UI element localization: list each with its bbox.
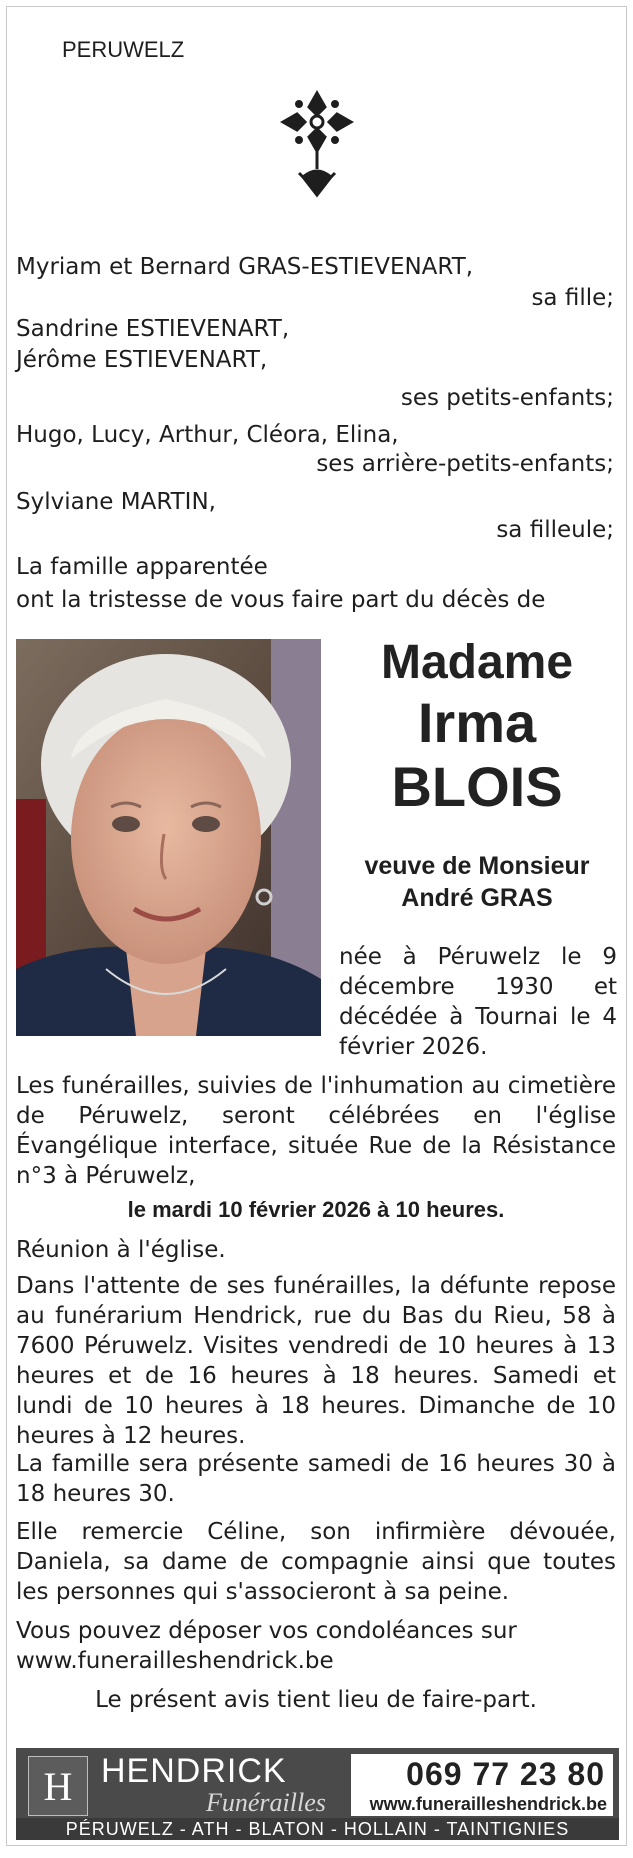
phone-number[interactable]: 069 77 23 80 xyxy=(406,1756,605,1792)
notice-text: Le présent avis tient lieu de faire-part. xyxy=(95,1687,537,1713)
family-line-5: ses petits-enfants; xyxy=(400,385,614,411)
condolences-line-1: Vous pouvez déposer vos condoléances sur xyxy=(16,1618,517,1644)
family-line-11: ont la tristesse de vous faire part du décès de xyxy=(16,587,546,613)
svg-text:H: H xyxy=(43,1764,73,1809)
brand-name: HENDRICK xyxy=(101,1752,287,1790)
town-heading: PERUWELZ xyxy=(62,37,185,62)
hendrick-logo-icon xyxy=(28,1756,88,1816)
funeral-home-banner xyxy=(16,1748,619,1840)
deceased-first-name: Irma xyxy=(417,691,537,754)
widow-line-2: André GRAS xyxy=(401,884,553,912)
family-present-text: La famille sera présente samedi de 16 heures 30 à 18 heures 30. xyxy=(16,1451,616,1507)
deceased-name xyxy=(337,635,617,819)
locations-strip: PÉRUWELZ - ATH - BLATON - HOLLAIN - TAINTIGNIES xyxy=(16,1818,619,1840)
meeting-text: Réunion à l'église. xyxy=(16,1237,226,1263)
family-line-7: ses arrière-petits-enfants; xyxy=(316,451,614,477)
huguenot-cross-icon xyxy=(277,85,357,205)
funeral-date: le mardi 10 février 2026 à 10 heures. xyxy=(127,1197,505,1222)
family-line-2: sa fille; xyxy=(531,285,614,311)
website-link[interactable]: www.funerailleshendrick.be xyxy=(369,1794,607,1814)
brand-script: Funérailles xyxy=(206,1788,326,1817)
family-line-10: La famille apparentée xyxy=(16,554,268,580)
family-line-3: Sandrine ESTIEVENART, xyxy=(16,316,290,342)
condolences-website[interactable]: www.funerailleshendrick.be xyxy=(16,1648,334,1674)
family-line-8: Sylviane MARTIN, xyxy=(16,489,216,515)
family-line-4: Jérôme ESTIEVENART, xyxy=(16,347,268,373)
funeral-text: Les funérailles, suivies de l'inhumation au cimetière de Péruwelz, seront célébrées en l'église Évangélique interface, située Rue de la Résistance n°3 à Péruwelz, xyxy=(16,1073,616,1189)
visits-text: Dans l'attente de ses funérailles, la défunte repose au funérarium Hendrick, rue du Bas du Rieu, 58 à 7600 Péruwelz. Visites vendredi de 10 heures à 13 heures et de 16 heures à 18 heures. Samedi et lundi de 10 heures à 18 heures. Dimanche de 10 heures à 12 heures. xyxy=(16,1273,616,1449)
widow-of xyxy=(337,850,617,914)
birth-death-dates: née à Péruwelz le 9 décembre 1930 et décédée à Tournai le 4 février 2026. xyxy=(339,944,617,1060)
thanks-text: Elle remercie Céline, son infirmière dévouée, Daniela, sa dame de compagnie ainsi que toutes les personnes qui s'associeront à sa peine. xyxy=(16,1519,616,1605)
portrait-photo xyxy=(16,639,321,1036)
widow-line-1: veuve de Monsieur xyxy=(364,852,590,880)
deceased-last-name: BLOIS xyxy=(391,755,563,818)
death-notice xyxy=(6,6,627,1846)
family-line-9: sa filleule; xyxy=(496,517,614,543)
family-line-1: Myriam et Bernard GRAS-ESTIEVENART, xyxy=(16,254,474,280)
family-line-6: Hugo, Lucy, Arthur, Cléora, Elina, xyxy=(16,422,399,448)
deceased-title: Madame xyxy=(380,636,574,689)
